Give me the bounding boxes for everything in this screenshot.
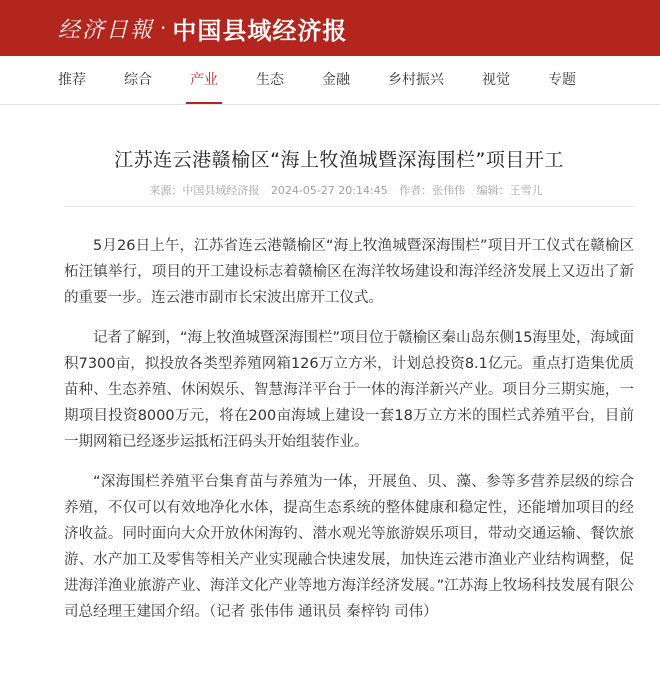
main-nav (0, 56, 660, 105)
site-logo[interactable] (58, 11, 347, 46)
meta-author: 作者：张伟伟 (399, 184, 466, 197)
logo-publisher-name: 经济日報 (58, 17, 155, 43)
article-paragraph: 5月26日上午，江苏省连云港赣榆区“海上牧渔城暨深海围栏”项目开工仪式在赣榆区柘汪镇举行，项目的开工建设标志着赣榆区在海洋牧场建设和海洋经济发展上又迈出了新的重要一步。连云港市副市长宋波出席开工仪式。 (64, 238, 634, 306)
title-divider (64, 206, 634, 207)
nav-item-general[interactable]: 综合 (124, 72, 152, 88)
article-title: 江苏连云港赣榆区“海上牧渔城暨深海围栏”项目开工 (114, 149, 564, 171)
site-header (0, 0, 660, 56)
nav-item-industry[interactable]: 产业 (190, 56, 218, 104)
nav-item-ecology[interactable]: 生态 (256, 72, 284, 88)
logo-site-name: 中国县域经济报 (172, 15, 348, 45)
nav-item-recommend[interactable]: 推荐 (58, 72, 86, 88)
nav-item-finance[interactable]: 金融 (322, 72, 350, 88)
meta-datetime: 2024-05-27 20:14:45 (270, 184, 388, 197)
meta-source: 来源：中国县域经济报 (149, 184, 260, 197)
article-paragraph: “深海围栏养殖平台集育苗与养殖为一体，开展鱼、贝、藻、参等多营养层级的综合养殖，不仅可以有效地净化水体，提高生态系统的整体健康和稳定性，还能增加项目的经济收益。同时面向大众开放休闲海钓、潜水观光等旅游娱乐项目，带动交通运输、餐饮旅游、水产加工及零售等相关产业实现融合快速发展，加快连云港市渔业产业结构调整，促进海洋渔业旅游产业、海洋文化产业等地方海洋经济发展。”江苏海上牧场科技发展有限公司总经理王建国介绍。（记者 张伟伟 通讯员 秦梓钧 司伟） (64, 474, 634, 620)
nav-item-rural-revitalization[interactable]: 乡村振兴 (388, 72, 444, 88)
article-body (0, 145, 660, 625)
logo-separator: · (160, 16, 167, 40)
article-paragraph: 记者了解到，“海上牧渔城暨深海围栏”项目位于赣榆区秦山岛东侧15海里处，海域面积7300亩，拟投放各类型养殖网箱126万立方米，计划总投资8.1亿元。重点打造集优质苗种、生态养殖、休闲娱乐、智慧海洋平台于一体的海洋新兴产业。项目分三期实施，一期项目投资8000万元，将在200亩海域上建设一套18万立方米的围栏式养殖平台，目前一期网箱已经逐步运抵柘汪码头开始组装作业。 (64, 330, 634, 450)
nav-item-visual[interactable]: 视觉 (482, 72, 510, 88)
meta-editor: 编辑：王雪儿 (476, 184, 543, 197)
nav-item-special[interactable]: 专题 (548, 72, 576, 88)
article-meta (64, 182, 634, 198)
